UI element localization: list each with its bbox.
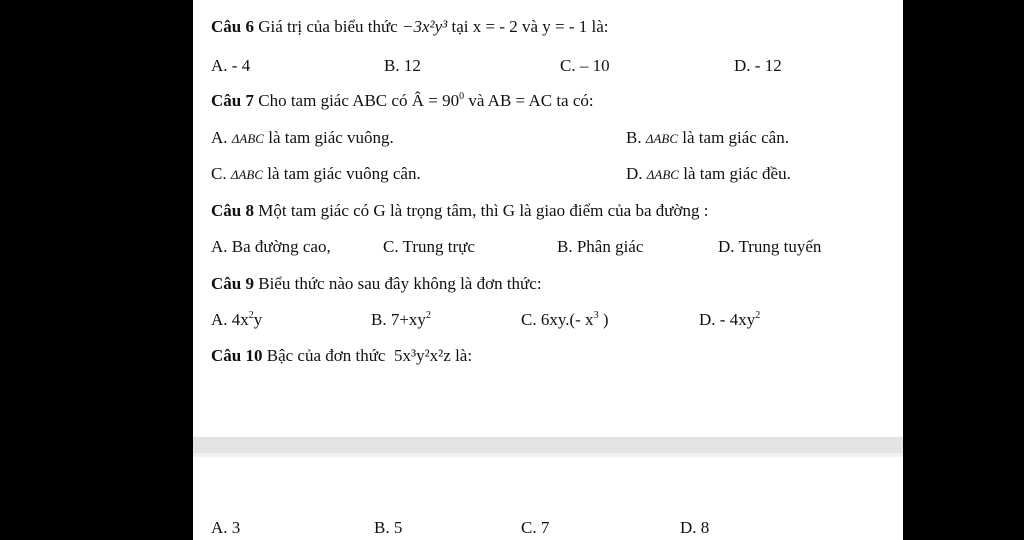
q9-option-c-text: C. 6xy.(- x bbox=[521, 310, 594, 329]
q7-option-b bbox=[626, 128, 789, 149]
question-7-label: Câu 7 bbox=[211, 91, 254, 110]
question-6-text: Giá trị của biểu thức bbox=[258, 17, 398, 36]
q6-option-d: D. - 12 bbox=[734, 56, 782, 75]
q7-option-b-text: là tam giác cân. bbox=[682, 128, 789, 147]
q7-option-a bbox=[211, 128, 394, 149]
q7-option-c bbox=[211, 164, 421, 185]
triangle-abc: ΔABC bbox=[231, 131, 264, 146]
triangle-abc: ΔABC bbox=[646, 167, 679, 182]
q9-option-b-text: B. 7+xy bbox=[371, 310, 426, 329]
q8-option-c: C. Trung trực bbox=[383, 237, 475, 256]
question-9 bbox=[211, 274, 542, 294]
q10-option-b: B. 5 bbox=[374, 518, 403, 537]
q7-option-d-letter: D. bbox=[626, 164, 643, 183]
question-8-label: Câu 8 bbox=[211, 201, 254, 220]
question-6-expression: −3x²y³ bbox=[401, 17, 448, 36]
question-7 bbox=[211, 91, 594, 111]
question-9-label: Câu 9 bbox=[211, 274, 254, 293]
document-page bbox=[193, 0, 903, 540]
q7-option-d bbox=[626, 164, 791, 185]
q6-option-b: B. 12 bbox=[384, 56, 421, 75]
question-10-expression: 5x³y²x²z bbox=[393, 346, 451, 365]
question-6 bbox=[211, 17, 609, 37]
q9-option-a-text: A. 4x bbox=[211, 310, 249, 329]
q10-option-c: C. 7 bbox=[521, 518, 550, 537]
q9-option-b-exp: 2 bbox=[425, 310, 431, 321]
page-break-shadow bbox=[193, 453, 903, 457]
q9-option-a-exp: 2 bbox=[248, 310, 254, 321]
question-9-text: Biểu thức nào sau đây không là đơn thức: bbox=[258, 274, 542, 293]
q9-option-a bbox=[211, 310, 262, 330]
q10-option-d: D. 8 bbox=[680, 518, 710, 537]
triangle-abc: ΔABC bbox=[230, 167, 264, 182]
page-break bbox=[193, 437, 903, 453]
q9-option-c-tail: ) bbox=[598, 310, 609, 329]
q6-option-c: C. – 10 bbox=[560, 56, 610, 75]
triangle-abc: ΔABC bbox=[645, 131, 679, 146]
q9-option-c bbox=[521, 310, 608, 330]
question-8 bbox=[211, 201, 708, 221]
question-6-label: Câu 6 bbox=[211, 17, 254, 36]
question-10-text: Bậc của đơn thức bbox=[266, 346, 386, 365]
question-7-text-2: và AB = AC ta có: bbox=[468, 91, 594, 110]
q7-option-b-letter: B. bbox=[626, 128, 642, 147]
question-6-text-2: tại x = - 2 và y = - 1 là: bbox=[451, 17, 609, 36]
q7-option-c-letter: C. bbox=[211, 164, 227, 183]
question-10-label: Câu 10 bbox=[211, 346, 263, 365]
q9-option-c-exp: 3 bbox=[593, 310, 599, 321]
q9-option-a-tail: y bbox=[253, 310, 263, 329]
q9-option-d-exp: 2 bbox=[755, 310, 761, 321]
q9-option-b bbox=[371, 310, 431, 330]
q7-option-a-letter: A. bbox=[211, 128, 228, 147]
q7-option-a-text: là tam giác vuông. bbox=[268, 128, 394, 147]
q9-option-d bbox=[699, 310, 760, 330]
q7-option-d-text: là tam giác đều. bbox=[683, 164, 791, 183]
question-7-text: Cho tam giác ABC có bbox=[258, 91, 408, 110]
q6-option-a: A. - 4 bbox=[211, 56, 251, 75]
q8-option-d: D. Trung tuyến bbox=[718, 237, 822, 256]
q9-option-d-text: D. - 4xy bbox=[699, 310, 756, 329]
question-10 bbox=[211, 346, 472, 366]
q7-option-c-text: là tam giác vuông cân. bbox=[267, 164, 421, 183]
question-7-angle: Â = 90 bbox=[411, 91, 460, 110]
question-8-text: Một tam giác có G là trọng tâm, thì G là giao điểm của ba đường : bbox=[258, 201, 709, 220]
q10-option-a: A. 3 bbox=[211, 518, 241, 537]
question-10-text-2: là: bbox=[455, 346, 473, 365]
question-7-degree: 0 bbox=[459, 91, 465, 102]
q8-option-a: A. Ba đường cao, bbox=[211, 237, 331, 256]
q8-option-b: B. Phân giác bbox=[557, 237, 644, 256]
